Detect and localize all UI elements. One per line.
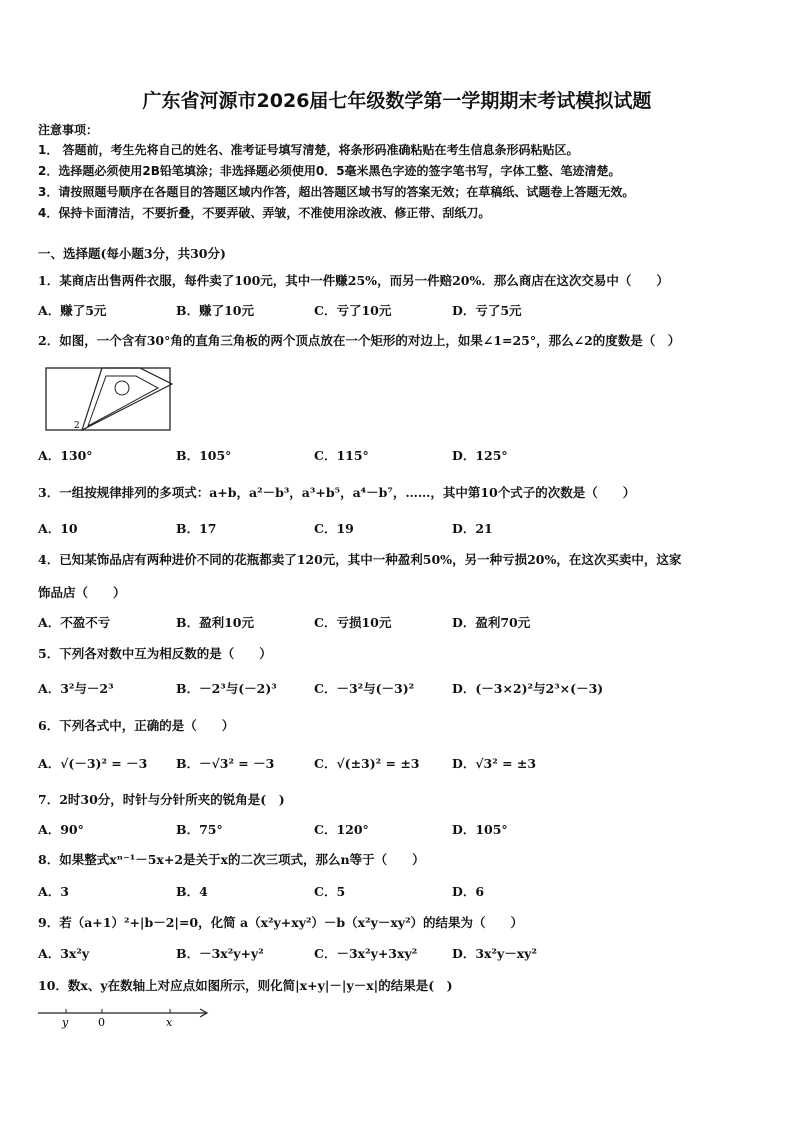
section-heading: 一、选择题(每小题3分，共30分)	[38, 246, 226, 261]
option-c: C．√(±3)² = ±3	[314, 756, 420, 771]
option-b: B．－2³与(－2)³	[176, 681, 277, 696]
option-b: B．－√3² = －3	[176, 756, 275, 771]
option-d: D．6	[452, 884, 485, 899]
label-zero: 0	[98, 1016, 105, 1029]
question-2: 2．如图，一个含有30°角的直角三角板的两个顶点放在一个矩形的对边上，如果∠1=25°，那么∠2的度数是（ ）	[38, 333, 681, 348]
option-d: D．√3² = ±3	[452, 756, 537, 771]
notice-item: 3．请按照题号顺序在各题目的答题区域内作答，超出答题区域书写的答案无效；在草稿纸、试题卷上答题无效。	[38, 185, 635, 199]
angle-label: 2	[74, 421, 80, 431]
notice-item: 1． 答题前，考生先将自己的姓名、准考证号填写清楚，将条形码准确粘贴在考生信息条形码粘贴区。	[38, 143, 579, 157]
option-a: A．赚了5元	[38, 303, 107, 318]
option-a: A．不盈不亏	[38, 615, 111, 630]
option-a: A．90°	[38, 822, 84, 837]
option-b: B．赚了10元	[176, 303, 254, 318]
option-a: A．3²与－2³	[38, 681, 114, 696]
question-9: 9．若（a+1）²+|b－2|=0，化简 a（x²y+xy²）－b（x²y－xy²）的结果为（ ）	[38, 915, 524, 930]
option-b: B．盈利10元	[176, 615, 254, 630]
option-d: D．(－3×2)²与2³×(－3)	[452, 681, 604, 696]
notice-item: 4．保持卡面清洁，不要折叠，不要弄破、弄皱，不准使用涂改液、修正带、刮纸刀。	[38, 206, 491, 220]
option-d: D．3x²y－xy²	[452, 946, 537, 961]
notice-heading: 注意事项：	[38, 123, 99, 137]
option-c: C．亏损10元	[314, 615, 392, 630]
question-8: 8．如果整式xⁿ⁻¹－5x+2是关于x的二次三项式，那么n等于（ ）	[38, 852, 425, 867]
number-line-figure	[36, 1004, 212, 1030]
page-title: 广东省河源市2026届七年级数学第一学期期末考试模拟试题	[142, 90, 652, 112]
option-a: A．√(－3)² = －3	[38, 756, 148, 771]
label-y: y	[62, 1016, 69, 1029]
question-6: 6．下列各式中，正确的是（ ）	[38, 718, 235, 733]
option-a: A．3	[38, 884, 69, 899]
question-4-cont: 饰品店（ ）	[38, 585, 126, 600]
option-b: B．4	[176, 884, 208, 899]
option-b: B．105°	[176, 448, 232, 463]
question-10: 10．数x、y在数轴上对应点如图所示，则化简|x+y|－|y－x|的结果是( )	[38, 978, 453, 993]
option-a: A．130°	[38, 448, 93, 463]
option-b: B．75°	[176, 822, 223, 837]
option-c: C．19	[314, 521, 354, 536]
option-d: D．125°	[452, 448, 508, 463]
option-b: B．17	[176, 521, 217, 536]
question-5: 5．下列各对数中互为相反数的是（ ）	[38, 646, 272, 661]
label-x: x	[166, 1016, 173, 1029]
rectangle-triangle-figure	[44, 366, 174, 434]
question-3: 3．一组按规律排列的多项式：a+b，a²－b³，a³+b⁵，a⁴－b⁷，……，其中第10个式子的次数是（ ）	[38, 485, 636, 500]
option-c: C．－3²与(－3)²	[314, 681, 415, 696]
option-d: D．21	[452, 521, 493, 536]
notice-item: 2．选择题必须使用2B铅笔填涂；非选择题必须使用0．5毫米黑色字迹的签字笔书写，字体工整、笔迹清楚。	[38, 164, 621, 178]
question-1: 1．某商店出售两件衣服，每件卖了100元，其中一件赚25%，而另一件赔20%．那么商店在这次交易中（ ）	[38, 273, 669, 288]
option-c: C．－3x²y+3xy²	[314, 946, 418, 961]
option-b: B．－3x²y+y²	[176, 946, 264, 961]
option-a: A．3x²y	[38, 946, 90, 961]
option-d: D．亏了5元	[452, 303, 522, 318]
option-d: D．盈利70元	[452, 615, 531, 630]
option-c: C．亏了10元	[314, 303, 392, 318]
option-a: A．10	[38, 521, 78, 536]
question-7: 7．2时30分，时针与分针所夹的锐角是( )	[38, 792, 285, 807]
option-c: C．5	[314, 884, 346, 899]
question-4: 4．已知某饰品店有两种进价不同的花瓶都卖了120元，其中一种盈利50%，另一种亏损20%，在这次买卖中，这家	[38, 552, 682, 567]
option-d: D．105°	[452, 822, 508, 837]
option-c: C．115°	[314, 448, 369, 463]
option-c: C．120°	[314, 822, 369, 837]
